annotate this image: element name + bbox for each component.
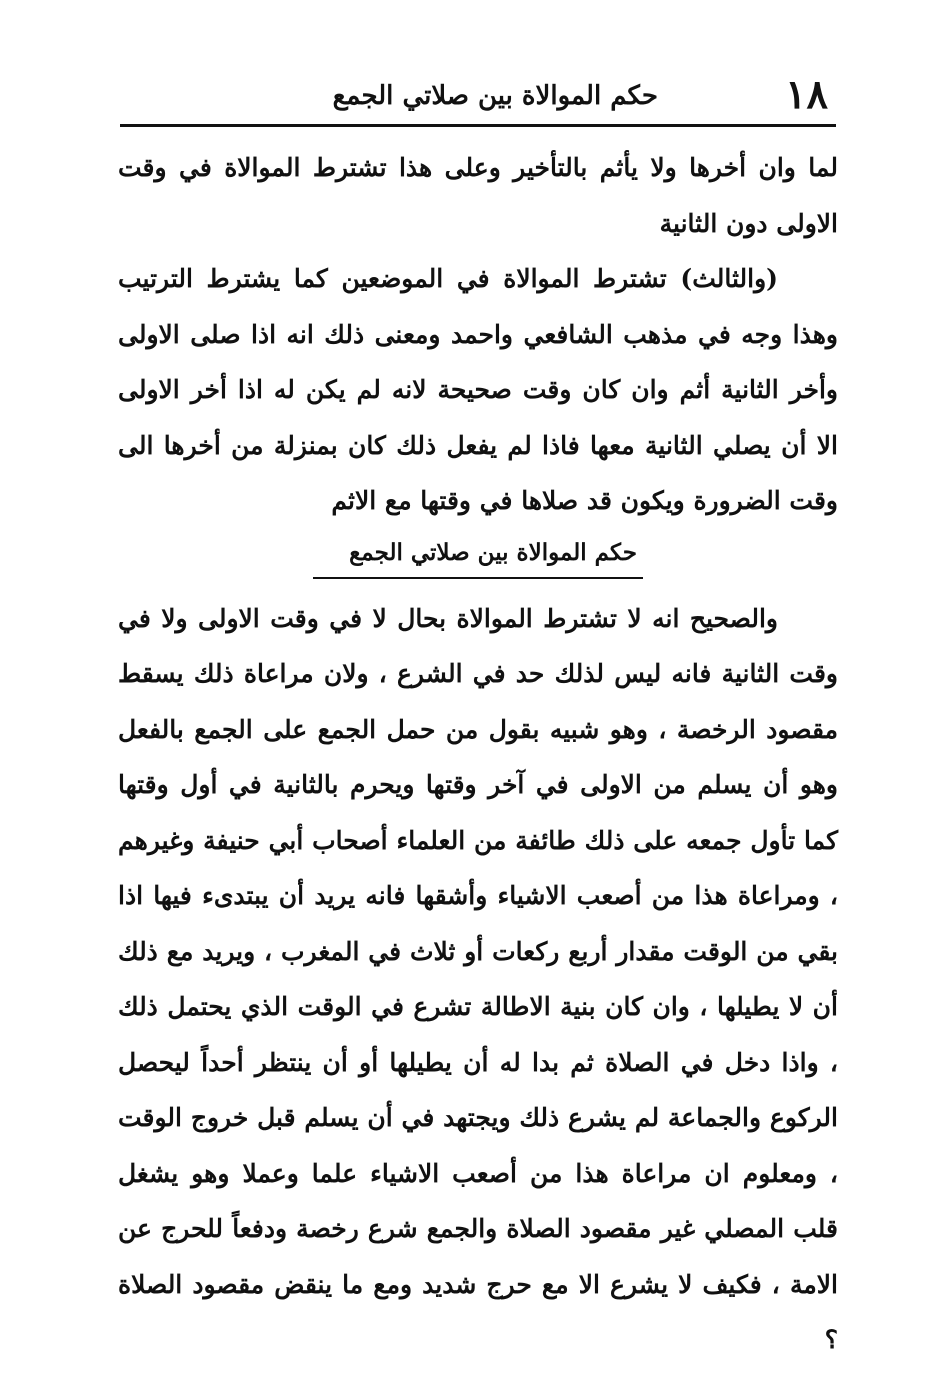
section-heading-wrap — [118, 529, 838, 579]
running-title: حكم الموالاة بين صلاتي الجمع — [332, 81, 658, 111]
header-rule — [120, 124, 836, 127]
paragraph-2: (والثالث) تشترط الموالاة في الموضعين كما يشترط الترتيب وهذا وجه في مذهب الشافعي واحمد ومعنى ذلك انه اذا صلى الاولى وأخر الثانية أثم وان كان وقت صحيحة لانه لم يكن له اذا أخر الاولى الا أن يصلي الثانية معها فاذا لم يفعل ذلك كان بمنزلة من أخرها الى وقت الضرورة ويكون قد صلاها في وقتها مع الاثم — [118, 264, 838, 515]
paragraph-3: والصحيح انه لا تشترط الموالاة بحال لا في وقت الاولى ولا في وقت الثانية فانه ليس لذلك حد في الشرع ، ولان مراعاة ذلك يسقط مقصود الرخصة ، وهو شبيه بقول من حمل الجمع على الجمع بالفعل وهو أن يسلم من الاولى في آخر وقتها ويحرم بالثانية في أول وقتها كما تأول جمعه على ذلك طائفة من العلماء أصحاب أبي حنيفة وغيرهم ، ومراعاة هذا من أصعب الاشياء وأشقها فانه يريد أن يبتدىء فيها اذا بقي من الوقت مقدار أربع ركعات أو ثلاث في المغرب ، ويريد مع ذلك أن لا يطيلها ، وان كان بنية الاطالة تشرع في الوقت الذي يحتمل ذلك ، واذا دخل في الصلاة ثم بدا له أن يطيلها أو أن ينتظر أحداً ليحصل الركوع والجماعة لم يشرع ذلك ويجتهد في أن يسلم قبل خروج الوقت ، ومعلوم ان مراعاة هذا من أصعب الاشياء علما وعملا وهو يشغل قلب المصلي غير مقصود الصلاة والجمع شرع رخصة ودفعاً للحرج عن الامة ، فكيف لا يشرع الا مع حرج شديد ومع ما ينقض مقصود الصلاة ؟ — [118, 603, 838, 1354]
body-text — [118, 140, 838, 1368]
section-heading: حكم الموالاة بين صلاتي الجمع — [313, 529, 643, 579]
page-number: ١٨ — [785, 71, 828, 118]
page-header — [118, 70, 838, 120]
paragraph-1: لما وان أخرها ولا يأثم بالتأخير وعلى هذا تشترط الموالاة في وقت الاولى دون الثانية — [118, 153, 838, 238]
